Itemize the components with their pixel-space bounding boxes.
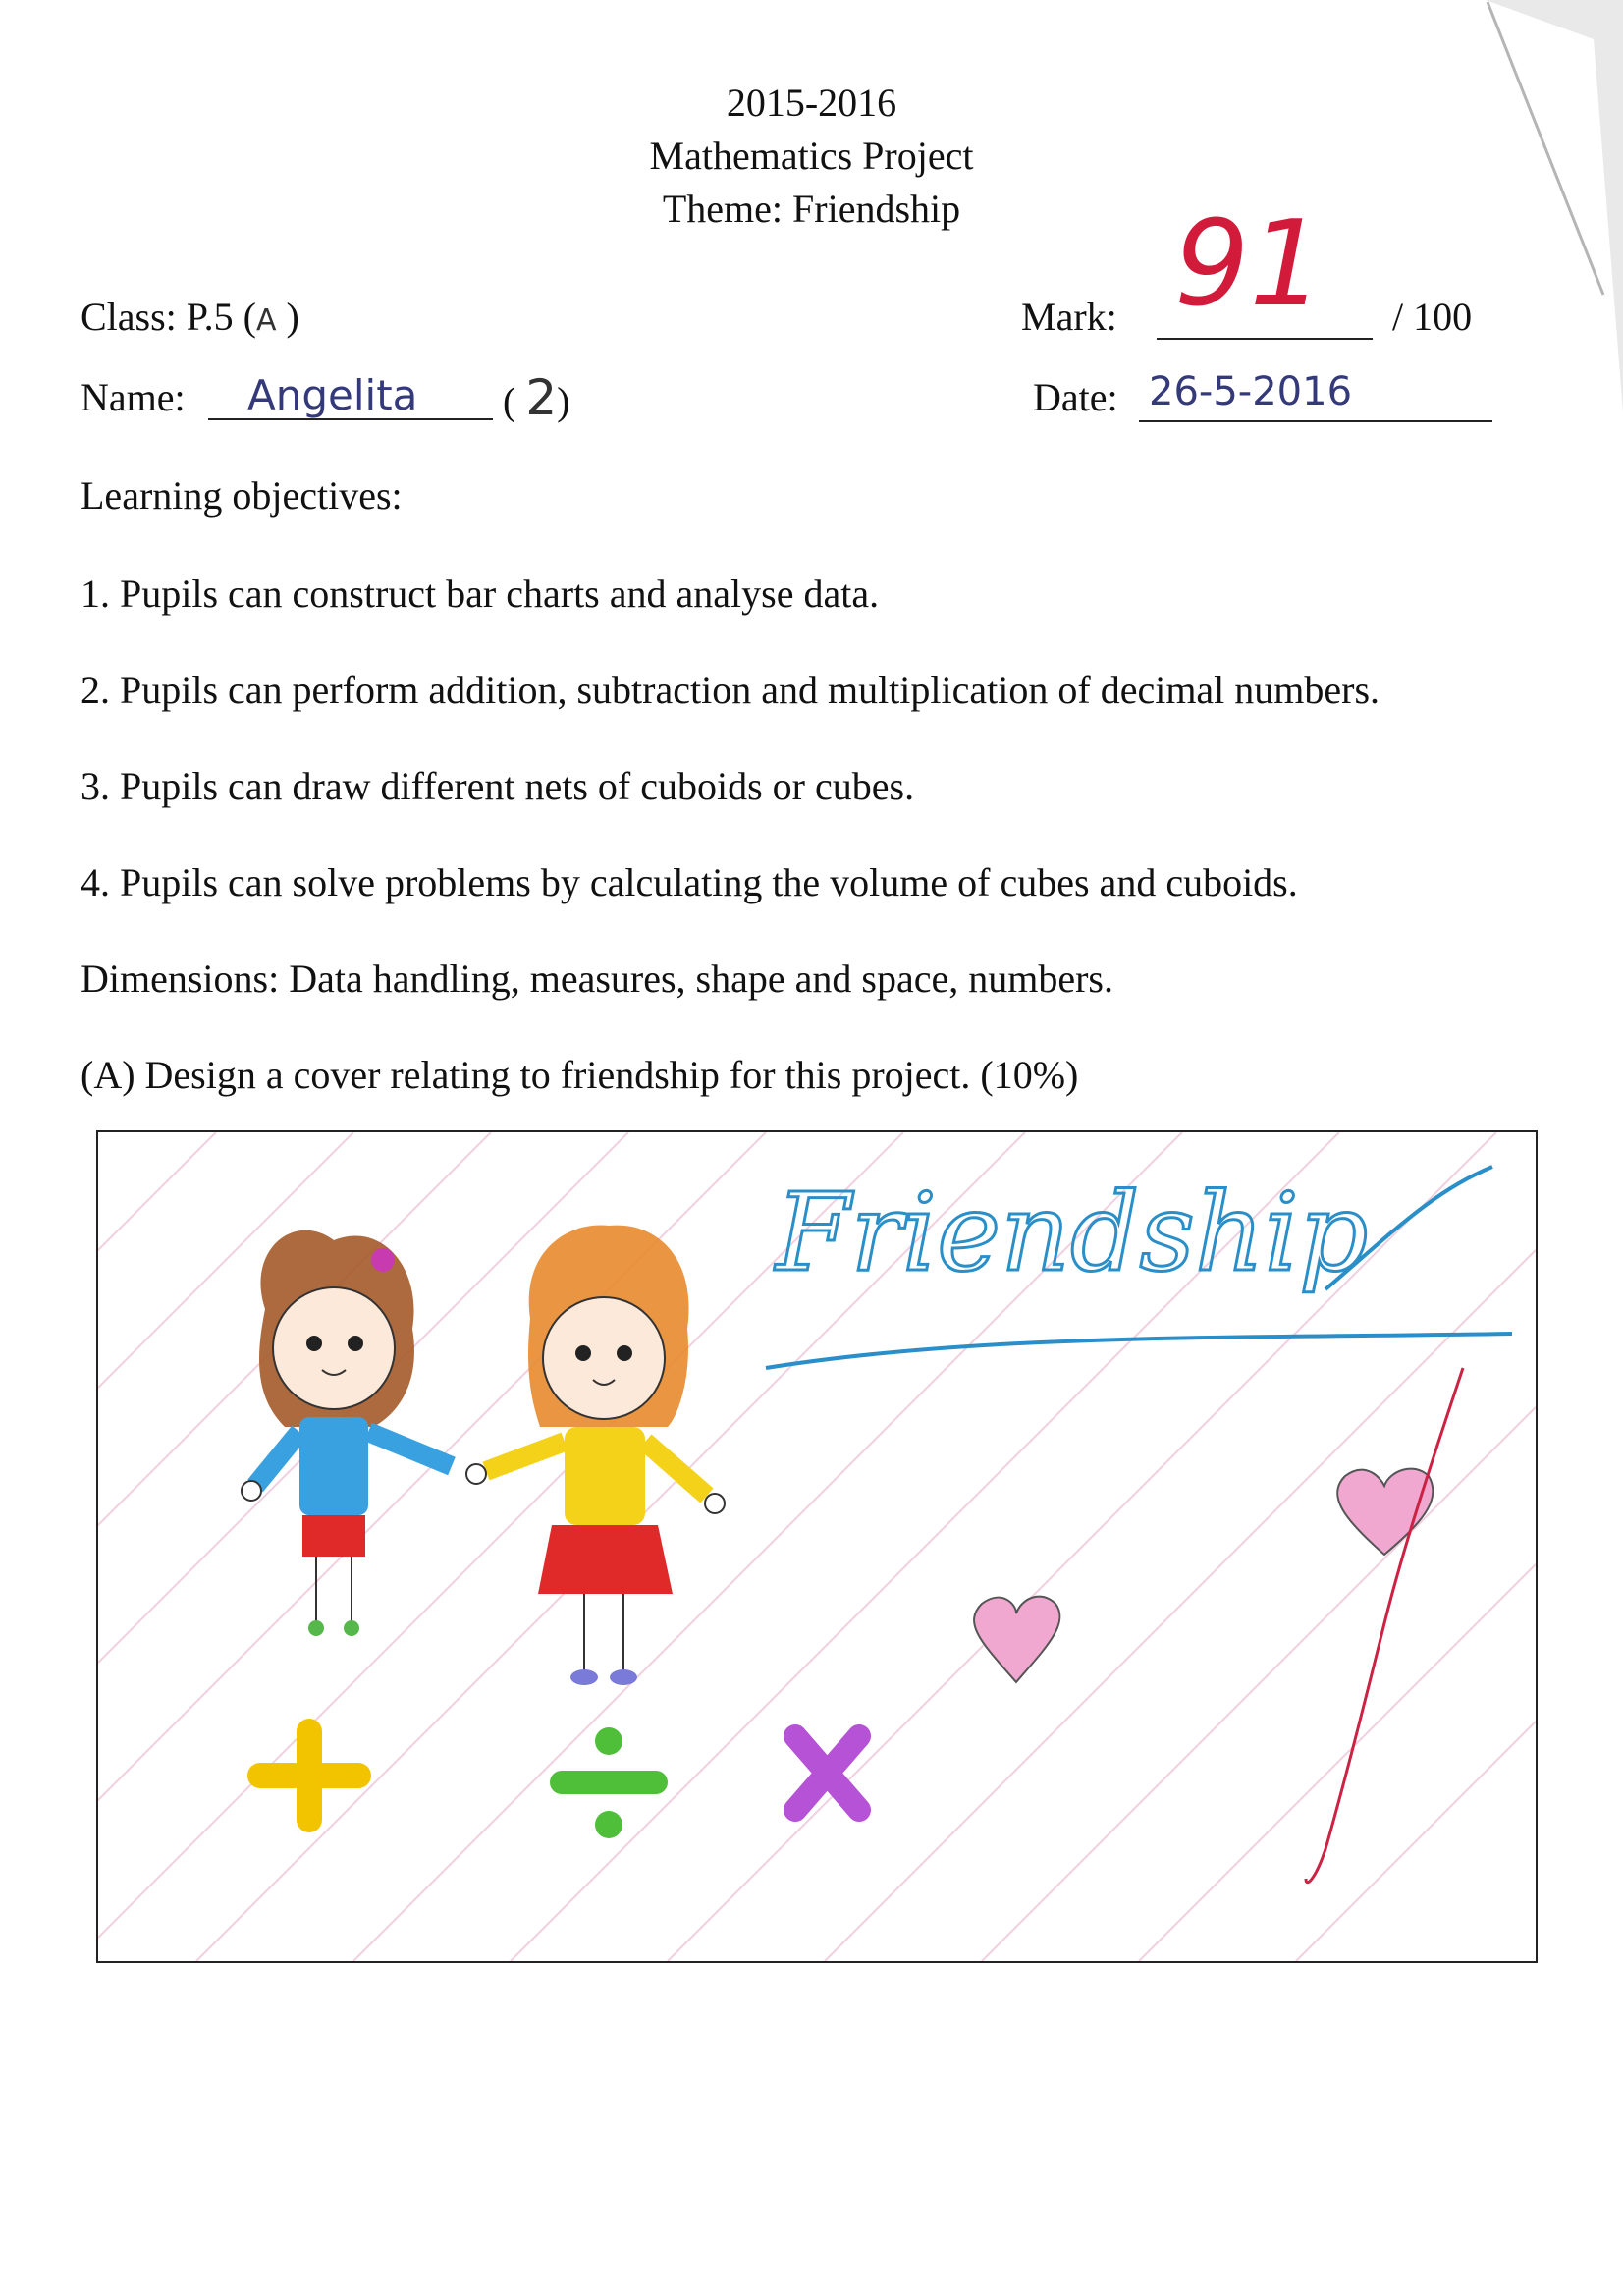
- task-instruction: (A) Design a cover relating to friendship for this project. (10%): [81, 1053, 1079, 1097]
- class-close: ): [286, 295, 299, 339]
- cover-title: Friendship: [776, 1170, 1369, 1295]
- class-number-value: 2: [525, 369, 558, 426]
- name-line: [208, 371, 493, 420]
- date-value: 26-5-2016: [1149, 369, 1353, 414]
- name-value: Angelita: [247, 371, 418, 419]
- teacher-check-mark: [1306, 1368, 1463, 1883]
- dimensions-text: Dimensions: Data handling, measures, shape and space, numbers.: [81, 957, 1113, 1001]
- class-number-open: (: [503, 379, 516, 423]
- objective-item-4: 4. Pupils can solve problems by calculating the volume of cubes and cuboids.: [81, 860, 1298, 904]
- multiply-symbol: [795, 1736, 859, 1810]
- plus-symbol: [260, 1731, 358, 1820]
- girl-left-drawing: [242, 1230, 452, 1636]
- cover-drawing-box: [96, 1130, 1538, 1963]
- mark-total: / 100: [1392, 295, 1473, 339]
- name-label: Name:: [81, 375, 186, 419]
- objectives-heading: Learning objectives:: [81, 473, 403, 518]
- class-field: [81, 293, 299, 346]
- objective-item-3: 3. Pupils can draw different nets of cuboids or cubes.: [81, 764, 915, 808]
- date-line: [1139, 369, 1492, 422]
- objective-item-2: 2. Pupils can perform addition, subtraction and multiplication of decimal numbers.: [81, 668, 1380, 712]
- title-underline: [766, 1334, 1512, 1368]
- class-value: A: [255, 303, 277, 338]
- project-theme: Theme: Friendship: [662, 187, 961, 231]
- project-subject: Mathematics Project: [649, 134, 974, 178]
- heart-large-icon: [1337, 1469, 1433, 1555]
- girl-right-drawing: [466, 1225, 725, 1685]
- class-label: Class: P.5 (: [81, 295, 256, 339]
- mark-label: Mark:: [1021, 295, 1117, 339]
- objective-item-1: 1. Pupils can construct bar charts and analyse data.: [81, 572, 880, 616]
- class-number: [503, 369, 570, 426]
- mark-value: 91: [1174, 196, 1325, 333]
- class-number-close: ): [557, 379, 570, 423]
- project-year: 2015-2016: [726, 81, 897, 125]
- date-label: Date:: [1033, 375, 1118, 419]
- heart-small-icon: [974, 1597, 1059, 1682]
- cover-drawing: [98, 1132, 1536, 1961]
